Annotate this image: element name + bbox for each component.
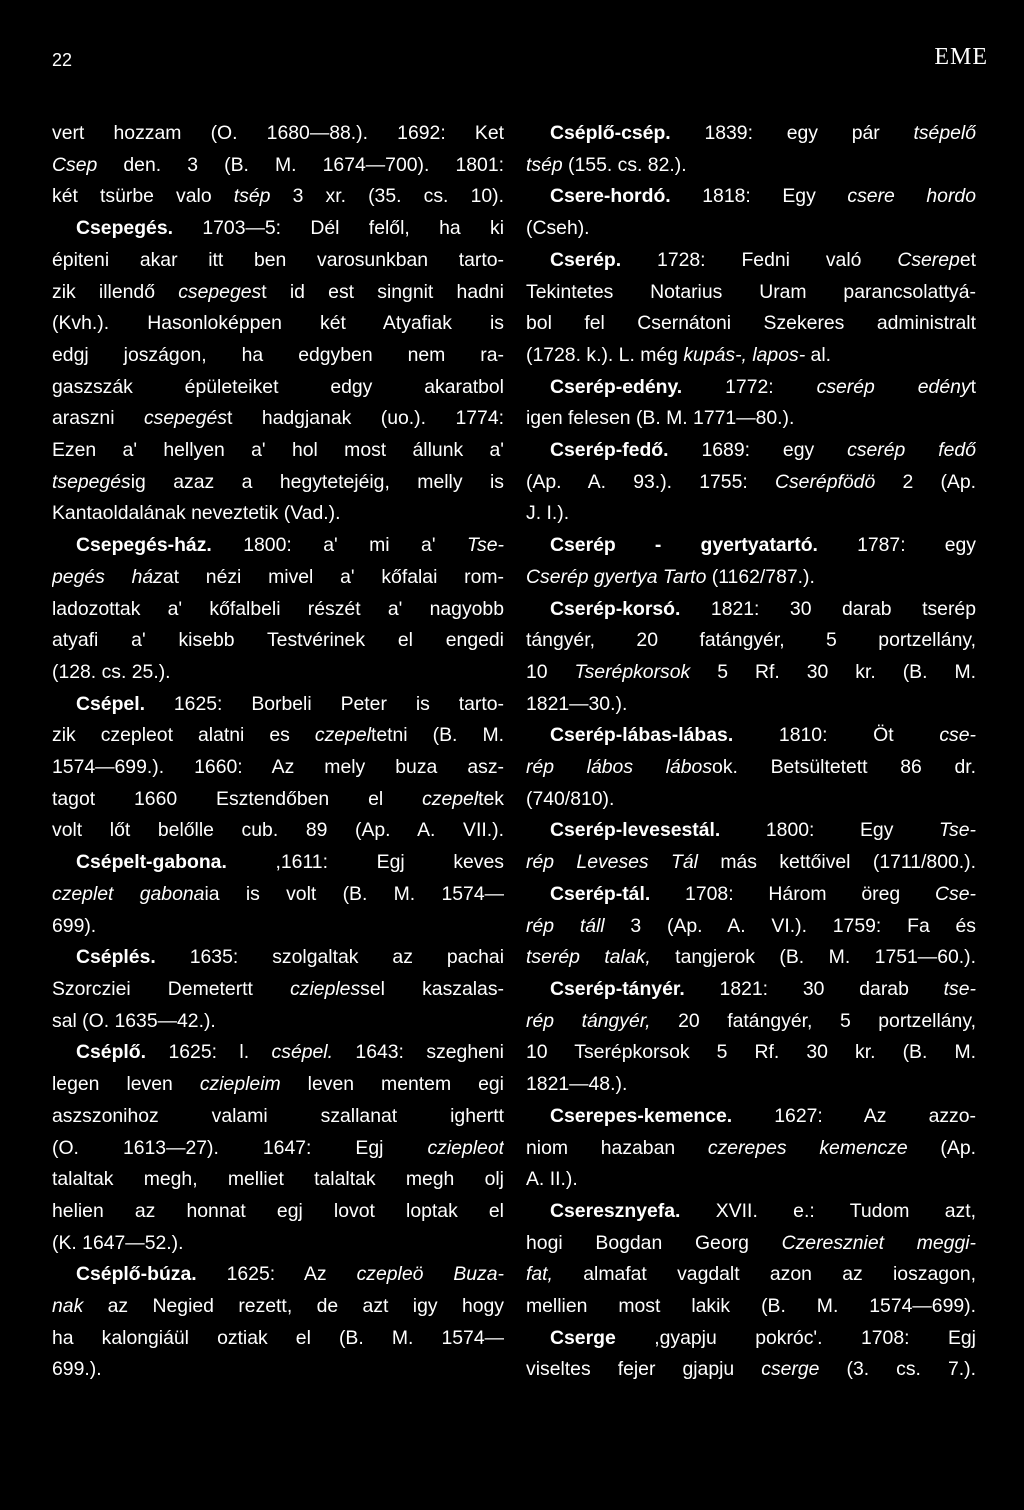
text-line: J. I.).: [526, 502, 570, 525]
text-line: Cserép-fedő. 1689: egy cserép fedő: [550, 439, 976, 462]
text-line: rép táll 3 (Ap. A. VI.). 1759: Fa és: [526, 914, 976, 937]
text-line: Cserép-tányér. 1821: 30 darab tse-: [550, 977, 976, 1000]
text-line: 10 Tserépkorsok 5 Rf. 30 kr. (B. M.: [526, 660, 976, 683]
text-line: két tsürbe valo tsép 3 xr. (35. cs. 10).: [52, 185, 504, 208]
text-line: 1821—30.).: [526, 692, 628, 715]
text-line: rép tángyér, 20 fatángyér, 5 portzellány,: [526, 1009, 976, 1032]
text-line: zik czepleot alatni es czepeltetni (B. M.: [52, 724, 504, 747]
text-line: tángyér, 20 fatángyér, 5 portzellány,: [526, 629, 976, 652]
text-line: (740/810).: [526, 787, 615, 810]
text-line: tserép talak, tangjerok (B. M. 1751—60.).: [526, 946, 976, 969]
text-line: Tekintetes Notarius Uram parancsolattyá-: [526, 280, 976, 303]
text-line: 699).: [52, 914, 97, 937]
text-line: Cserép-edény. 1772: cserép edényt: [550, 375, 976, 398]
text-line: mellien most lakik (B. M. 1574—699).: [526, 1295, 976, 1318]
text-line: aszszonihoz valami szallanat ighertt: [52, 1104, 504, 1127]
text-line: (1728. k.). L. még kupás-, lapos- al.: [526, 343, 832, 366]
text-line: ha kalongiáül oztiak el (B. M. 1574—: [52, 1326, 504, 1349]
text-line: Cserepes-kemence. 1627: Az azzo-: [550, 1104, 976, 1127]
text-line: Szorcziei Demetertt czieplessel kaszalas-: [52, 977, 504, 1000]
text-line: Cserge ,gyapju pokróc'. 1708: Egj: [550, 1326, 976, 1349]
text-line: 1574—699.). 1660: Az mely buza asz-: [52, 756, 504, 779]
text-line: (O. 1613—27). 1647: Egj cziepleot: [52, 1136, 504, 1159]
text-line: rép Leveses Tál más kettőivel (1711/800.).: [526, 851, 976, 874]
text-line: sal (O. 1635—42.).: [52, 1009, 216, 1032]
text-line: legen leven cziepleim leven mentem egi: [52, 1073, 504, 1096]
text-line: épiteni akar itt ben varosunkban tarto-: [52, 248, 504, 271]
text-line: nak az Negied rezett, de azt igy hogy: [52, 1295, 504, 1318]
text-line: bol fel Csernátoni Szekeres administralt: [526, 312, 976, 335]
text-line: Cséplés. 1635: szolgaltak az pachai: [76, 946, 504, 969]
text-line: hogi Bogdan Georg Czereszniet meggi-: [526, 1231, 976, 1254]
text-line: talaltak megh, melliet talaltak megh olj: [52, 1168, 504, 1191]
text-line: Cséplő-csép. 1839: egy pár tsépelő: [550, 122, 976, 144]
text-line: Kantaoldalának neveztetik (Vad.).: [52, 502, 341, 525]
page-header: [52, 44, 988, 90]
text-line: Csepegés-ház. 1800: a' mi a' Tse-: [76, 534, 504, 557]
text-line: viseltes fejer gjapju cserge (3. cs. 7.).: [526, 1358, 976, 1381]
text-line: Csépelt-gabona. ,1611: Egj keves: [76, 851, 504, 874]
text-line: Cserép-levesestál. 1800: Egy Tse-: [550, 819, 976, 842]
text-line: atyafi a' kisebb Testvérinek el engedi: [52, 629, 504, 652]
text-line: rép lábos lábosok. Betsültetett 86 dr.: [526, 756, 976, 779]
text-line: pegés házat nézi mivel a' kőfalai rom-: [52, 565, 504, 588]
text-line: araszni csepegést hadgjanak (uo.). 1774:: [52, 407, 504, 430]
text-line: (Ap. A. 93.). 1755: Cserépfödö 2 (Ap.: [526, 470, 976, 493]
text-line: zik illendő csepegest id est singnit hadni: [52, 280, 504, 303]
text-line: (128. cs. 25.).: [52, 660, 171, 683]
text-line: vert hozzam (O. 1680—88.). 1692: Ket: [52, 122, 504, 144]
text-line: ladozottak a' kőfalbeli részét a' nagyobb: [52, 597, 504, 620]
text-line: Csepegés. 1703—5: Dél felől, ha ki: [76, 217, 504, 240]
text-line: (Kvh.). Hasonloképpen két Atyafiak is: [52, 312, 504, 335]
text-line: Csere-hordó. 1818: Egy csere hordo: [550, 185, 976, 208]
text-line: 699.).: [52, 1358, 102, 1381]
text-line: 10 Tserépkorsok 5 Rf. 30 kr. (B. M.: [526, 1041, 976, 1064]
text-line: Cserép-lábas-lábas. 1810: Öt cse-: [550, 724, 976, 747]
text-line: Cséplő-búza. 1625: Az czepleö Buza-: [76, 1263, 504, 1286]
text-line: Csep den. 3 (B. M. 1674—700). 1801:: [52, 153, 504, 176]
text-line: Cserép-korsó. 1821: 30 darab tserép: [550, 597, 976, 620]
text-line: edgj joszágon, ha edgyben nem ra-: [52, 343, 504, 366]
text-line: niom hazaban czerepes kemencze (Ap.: [526, 1136, 976, 1159]
text-line: Cserép-tál. 1708: Három öreg Cse-: [550, 882, 976, 905]
text-line: Cserép - gyertyatartó. 1787: egy: [550, 534, 976, 557]
text-line: Cserép gyertya Tarto (1162/787.).: [526, 565, 815, 588]
text-line: (Cseh).: [526, 217, 590, 240]
text-line: igen felesen (B. M. 1771—80.).: [526, 407, 795, 430]
text-line: A. II.).: [526, 1168, 578, 1191]
text-line: tsepegésig azaz a hegytetejéig, melly is: [52, 470, 504, 493]
left-column: [52, 118, 504, 1386]
text-line: Cséplő. 1625: l. csépel. 1643: szegheni: [76, 1041, 504, 1064]
right-column: [526, 118, 976, 1386]
text-line: Cserép. 1728: Fedni való Cserepet: [550, 248, 976, 271]
text-line: helien az honnat egj lovot loptak el: [52, 1199, 504, 1222]
text-line: tsép (155. cs. 82.).: [526, 153, 687, 176]
text-line: tagot 1660 Esztendőben el czepeltek: [52, 787, 504, 810]
text-line: czeplet gabonaia is volt (B. M. 1574—: [52, 882, 504, 905]
text-line: gaszszák épületeiket edgy akaratbol: [52, 375, 504, 398]
page-number: 22: [52, 50, 73, 70]
text-line: volt lőt belőlle cub. 89 (Ap. A. VII.).: [52, 819, 504, 842]
text-line: (K. 1647—52.).: [52, 1231, 184, 1254]
text-line: Csépel. 1625: Borbeli Peter is tarto-: [76, 692, 504, 715]
running-head: EME: [934, 44, 988, 70]
text-line: Ezen a' hellyen a' hol most állunk a': [52, 439, 504, 462]
text-line: 1821—48.).: [526, 1073, 628, 1096]
text-line: Cseresznyefa. XVII. e.: Tudom azt,: [550, 1199, 976, 1222]
text-line: fat, almafat vagdalt azon az ioszagon,: [526, 1263, 976, 1286]
